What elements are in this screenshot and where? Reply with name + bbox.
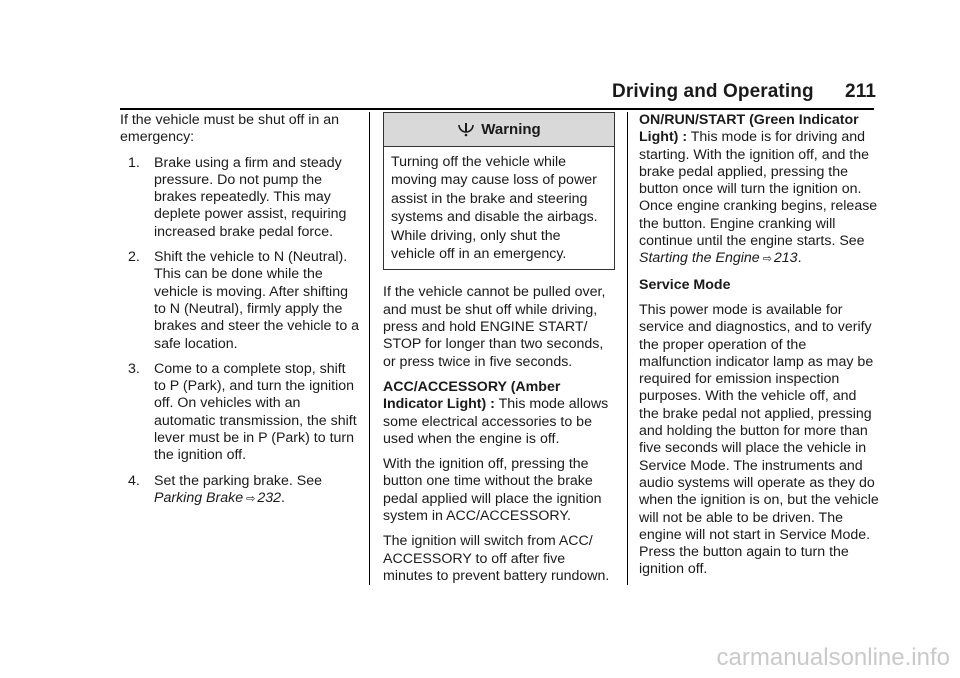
paragraph: If the vehicle cannot be pulled over, and must be shut off while driving, press and hold ENGINE START/ STOP for longer than two seconds, or press twice in five seconds. [383, 284, 606, 370]
page-header [0, 81, 876, 103]
paragraph: ACC/ACCESSORY (Amber Indicator Light) : This mode allows some electrical accessories to be used when the engine is off. [383, 378, 609, 447]
paragraph: With the ignition off, pressing the button one time without the brake pedal applied will place the ignition system in ACC/ACCESSORY. [383, 456, 602, 524]
list-item: 2. Shift the vehicle to N (Neutral). This can be done while the vehicle is moving. After shifting to N (Neutral), firmly apply the brakes and steer the vehicle to a safe location. [128, 249, 360, 352]
page-ref-arrow-icon: ⇨ [246, 492, 256, 505]
column-3 [639, 112, 879, 587]
list-item: 1. Brake using a firm and steady pressure. Do not pump the brakes repeatedly. This may deplete power assist, requiring increased brake pedal force. [128, 154, 347, 240]
list-item: 3. Come to a complete stop, shift to P (Park), and turn the ignition off. On vehicles with an automatic transmission, the shift lever must be in P (Park) to turn the ignition off. [128, 360, 357, 464]
warning-box [383, 112, 615, 270]
on-mode-label: ON/RUN/START (Green Indicator Light) : [639, 112, 859, 146]
acc-mode-label: ACC/ACCESSORY (Amber Indicator Light) : [383, 378, 561, 413]
warning-title: Warning [481, 120, 541, 138]
warning-icon [457, 121, 475, 139]
paragraph: ON/RUN/START (Green Indicator Light) : This mode is for driving and starting. With the ignition off, and the brake pedal applied, pressing the button once will turn the ignition on. Once engine cranking begins, release the button. Engine cranking will continue until the engine starts. See Starting the Engine ⇨ 213. [639, 112, 878, 267]
shutdown-steps [120, 155, 360, 509]
paragraph: The ignition will switch from ACC/ ACCESSORY to off after five minutes to prevent battery rundown. [383, 533, 610, 584]
starting-engine-link[interactable]: Starting the Engine ⇨ 213 [639, 250, 798, 267]
paragraph: This power mode is available for service and diagnostics, and to verify the proper operation of the malfunction indicator lamp as may be required for emission inspection purposes. With the vehicle off, and the brake pedal not applied, pressing and holding the button for more than five seconds will place the vehicle in Service Mode. The instruments and audio systems will operate as they do when the ignition is on, but the vehicle will not be able to be driven. The engine will not start in Service Mode. Press the button again to turn the ignition off. [639, 301, 879, 578]
column-2 [383, 112, 615, 593]
page-ref-arrow-icon: ⇨ [762, 253, 772, 266]
column-divider [369, 112, 370, 585]
list-item: 4. Set the parking brake. See Parking Brake ⇨ 232. [128, 472, 322, 506]
warning-header [384, 113, 614, 147]
parking-brake-link[interactable]: Parking Brake ⇨ 232 [154, 489, 281, 506]
warning-text: Turning off the vehicle while moving may cause loss of power assist in the brake and steering systems and disable the airbags. While driving, only shut the vehicle off in an emergency. [391, 154, 598, 263]
header-rule [120, 108, 874, 110]
service-mode-heading: Service Mode [639, 276, 731, 293]
column-1 [120, 112, 360, 516]
column-divider [627, 112, 628, 585]
page-number: 211 [845, 81, 876, 102]
section-title: Driving and Operating [612, 81, 814, 102]
intro-text: If the vehicle must be shut off in an emergency: [120, 112, 339, 146]
watermark: carmanualsonline.info [716, 644, 950, 671]
